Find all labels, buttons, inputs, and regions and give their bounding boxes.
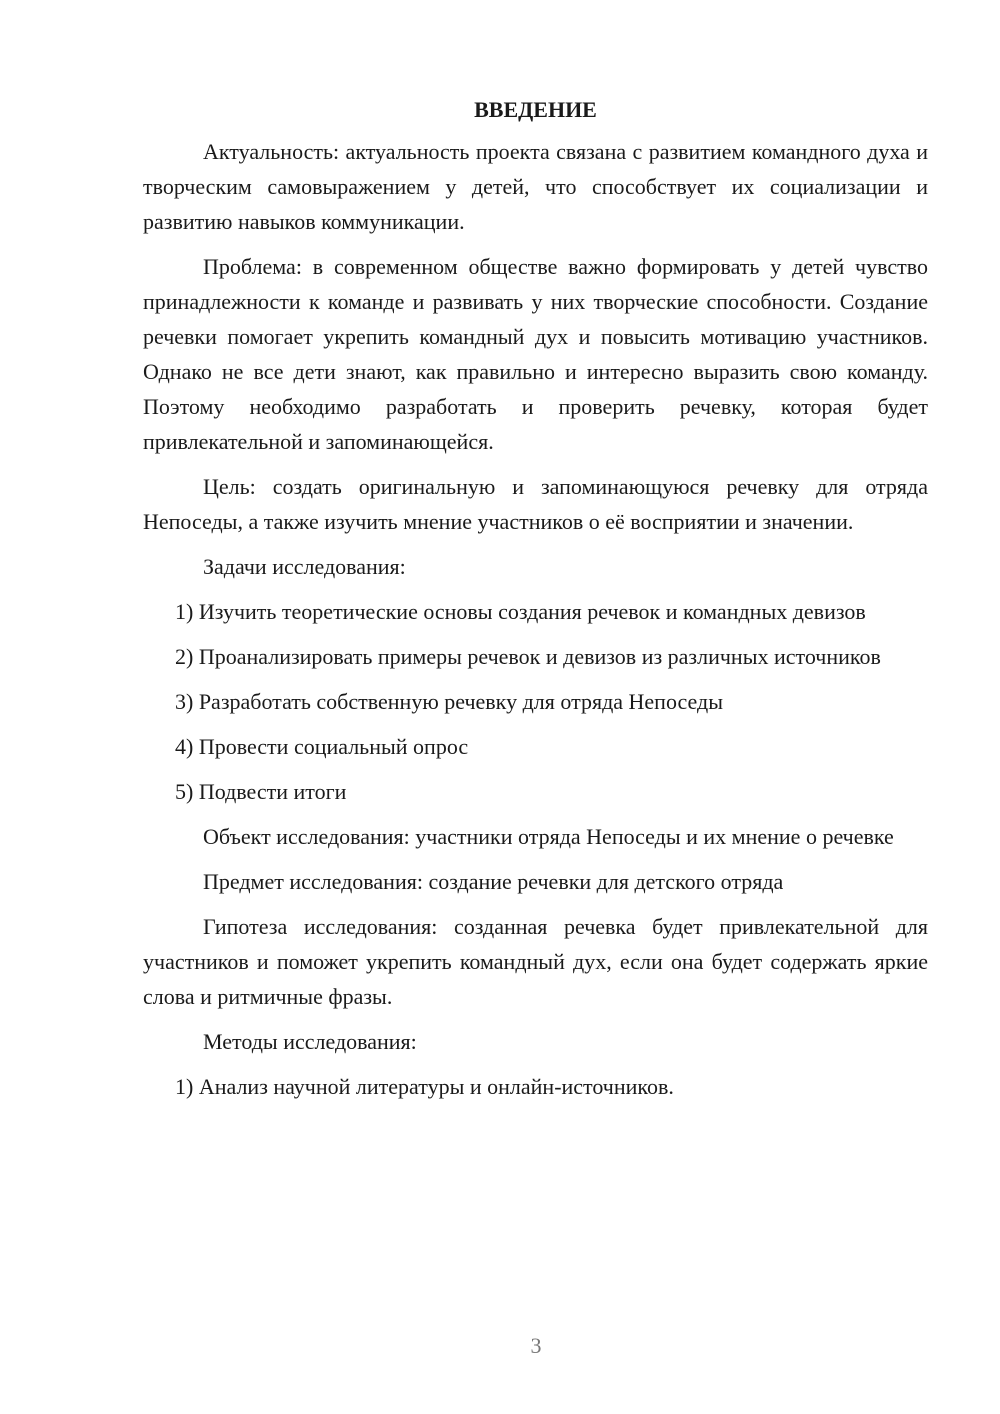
tasks-heading: Задачи исследования: xyxy=(203,554,406,579)
paragraph-object: Объект исследования: участники отряда Непоседы и их мнение о речевке xyxy=(203,824,894,849)
task-item-2: 2) Проанализировать примеры речевок и девизов из различных источников xyxy=(175,644,881,669)
method-item-1: 1) Анализ научной литературы и онлайн-источников. xyxy=(175,1074,674,1099)
task-item-4: 4) Провести социальный опрос xyxy=(175,734,469,759)
task-item-5: 5) Подвести итоги xyxy=(175,779,347,804)
task-item-3: 3) Разработать собственную речевку для отряда Непоседы xyxy=(175,689,723,714)
document-page xyxy=(143,92,928,1114)
page-number: 3 xyxy=(530,1333,542,1358)
paragraph-subject: Предмет исследования: создание речевки для детского отряда xyxy=(203,869,784,894)
paragraph-goal: Цель: создать оригинальную и запоминающуюся речевку для отряда Непоседы, а также изучить мнение участников о её восприятии и значении. xyxy=(143,474,928,534)
document-title: ВВЕДЕНИЕ xyxy=(474,97,597,122)
task-item-1: 1) Изучить теоретические основы создания речевок и командных девизов xyxy=(175,599,866,624)
paragraph-hypothesis: Гипотеза исследования: созданная речевка будет привлекательной для участников и поможет укрепить командный дух, если она будет содержать яркие слова и ритмичные фразы. xyxy=(143,914,928,1009)
paragraph-problem: Проблема: в современном обществе важно формировать у детей чувство принадлежности к команде и развивать у них творческие способности. Создание речевки помогает укрепить командный дух и повысить мотивацию участников. Однако не все дети знают, как правильно и интересно выразить свою команду. Поэтому необходимо разработать и проверить речевку, которая будет привлекательной и запоминающейся. xyxy=(143,254,928,454)
methods-heading: Методы исследования: xyxy=(203,1029,417,1054)
paragraph-relevance: Актуальность: актуальность проекта связана с развитием командного духа и творческим самовыражением у детей, что способствует их социализации и развитию навыков коммуникации. xyxy=(143,139,928,234)
